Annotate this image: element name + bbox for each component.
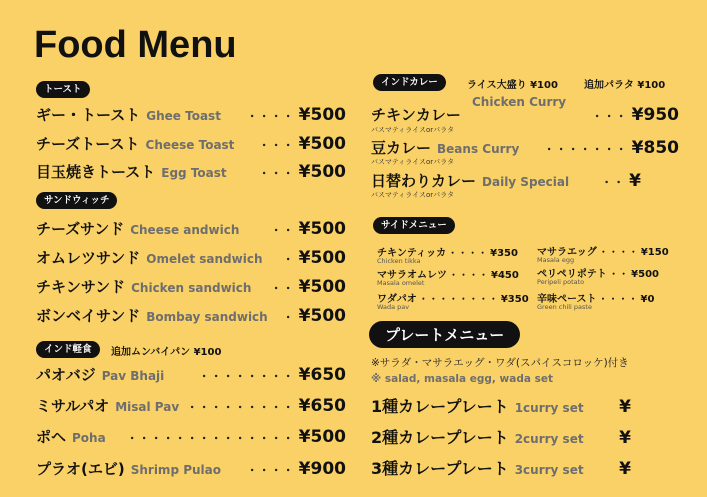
side-item-en: Green chili paste [537, 303, 592, 311]
item-name-en: Egg Toast [161, 166, 227, 180]
leader-dots: ・・・・・・・ [543, 143, 628, 156]
side-item-en: Masala egg [537, 256, 575, 264]
item-price: ¥500 [298, 306, 346, 326]
side-item-price: ¥450 [491, 270, 519, 281]
item-name-en: Chicken Curry [472, 95, 567, 109]
item-name-en: Daily Special [482, 175, 570, 189]
plate-item [371, 456, 631, 478]
item-name-jp: 2種カレープレート [371, 428, 509, 447]
item-name-en: Omelet sandwich [146, 252, 263, 266]
item-price: ¥ [619, 428, 631, 448]
item-price: ¥950 [631, 105, 679, 125]
item-name-jp: 日替わりカレー [371, 172, 477, 190]
leader-dots: ・・・ [258, 167, 295, 180]
leader-dots: ・・ [270, 282, 295, 295]
side-item-price: ¥150 [640, 247, 669, 258]
leader-dots: ・・・・ [449, 271, 490, 281]
leader-dots: ・・・ [591, 110, 628, 123]
section-note: 追加パラタ ¥100 [584, 80, 666, 91]
item-name-jp: ギー・トースト [36, 106, 141, 124]
item-name-en: Cheese Toast [145, 138, 235, 152]
leader-dots: ・ [282, 311, 295, 324]
leader-dots: ・ [282, 253, 295, 266]
item-price: ¥500 [298, 105, 346, 125]
item-price: ¥500 [298, 277, 346, 297]
item-name-en: 1curry set [514, 401, 584, 415]
item-price: ¥ [619, 459, 631, 479]
item-name-jp: オムレツサンド [36, 249, 141, 267]
item-name-jp: 1種カレープレート [371, 397, 509, 416]
section-header-toast: トースト [36, 81, 90, 98]
side-item-name: マサラオムレツ [377, 270, 447, 281]
item-name-jp: ミサルパオ [36, 397, 110, 415]
page-title: Food Menu [34, 24, 237, 66]
item-name-jp: 豆カレー [371, 139, 432, 157]
item-name-en: Pav Bhaji [101, 369, 165, 383]
leader-dots: ・・・・ [598, 248, 639, 258]
section-note: 追加ムンバイパン ¥100 [111, 347, 222, 358]
item-price: ¥650 [298, 396, 346, 416]
item-name-en: Poha [72, 431, 106, 445]
side-item-en: Chicken tikka [377, 257, 421, 265]
item-subtext: バスマティライスorパラタ [371, 191, 455, 199]
menu-item [36, 133, 346, 155]
menu-item [36, 104, 346, 126]
item-subtext: バスマティライスorパラタ [371, 126, 455, 134]
menu-item [371, 137, 679, 159]
leader-dots: ・・・ [258, 139, 295, 152]
side-item-price: ¥500 [631, 269, 659, 280]
menu-item [36, 364, 346, 386]
menu-item [36, 161, 346, 183]
menu-item [371, 170, 641, 192]
menu-item [36, 458, 346, 480]
leader-dots: ・・・・・・・・・ [186, 401, 295, 414]
item-name-en: 3curry set [514, 463, 584, 477]
section-header-curry: インドカレー [373, 74, 446, 91]
leader-dots: ・・・・・・・・ [198, 370, 295, 383]
item-name-en: Chicken sandwich [131, 281, 252, 295]
item-name-jp: パオバジ [36, 366, 96, 384]
item-price: ¥500 [298, 219, 346, 239]
side-item-price: ¥350 [500, 294, 529, 305]
side-item-name: ワダパオ [377, 294, 417, 305]
item-name-jp: ボンベイサンド [36, 307, 141, 325]
side-item-name: 辛味ペースト [537, 294, 597, 305]
item-name-jp: ポヘ [36, 428, 67, 446]
item-name-jp: プラオ(エビ) [36, 460, 125, 478]
item-name-jp: チキンカレー [371, 106, 461, 124]
section-header-sandwich: サンドウィッチ [36, 192, 117, 209]
menu-item [36, 426, 346, 448]
side-item-price: ¥350 [490, 248, 518, 259]
item-price: ¥650 [298, 365, 346, 385]
plate-item [371, 394, 631, 416]
item-name-jp: チキンサンド [36, 278, 126, 296]
item-name-en: Beans Curry [437, 142, 520, 156]
item-name-jp: 目玉焼きトースト [36, 163, 156, 181]
side-item-name: ペリペリポテト [537, 269, 607, 280]
section-header-indian-light: インド軽食 [36, 341, 100, 358]
menu-item [36, 218, 346, 240]
plate-note-jp: ※サラダ・マサラエッグ・ワダ(スパイスコロッケ)付き [371, 357, 629, 369]
leader-dots: ・・ [601, 176, 626, 189]
section-header-plate: プレートメニュー [369, 321, 520, 348]
menu-item [36, 276, 346, 298]
item-price: ¥500 [298, 162, 346, 182]
side-item-en: Wada pav [377, 303, 410, 311]
item-name-en: Cheese andwich [130, 223, 240, 237]
item-name-jp: 3種カレープレート [371, 459, 509, 478]
plate-note-en: ※ salad, masala egg, wada set [371, 373, 553, 385]
section-note: ライス大盛り ¥100 [467, 80, 558, 91]
item-price: ¥900 [298, 459, 346, 479]
leader-dots: ・・ [609, 270, 630, 280]
leader-dots: ・・ [270, 224, 295, 237]
item-price: ¥850 [631, 138, 679, 158]
item-price: ¥500 [298, 134, 346, 154]
leader-dots: ・・・・・・・・ [418, 295, 499, 305]
plate-item [371, 425, 631, 447]
side-item-name: チキンティッカ [377, 248, 447, 259]
item-price: ¥ [619, 397, 631, 417]
leader-dots: ・・・・ [246, 464, 295, 477]
leader-dots: ・・・・ [448, 249, 489, 259]
item-name-en: Ghee Toast [146, 109, 221, 123]
side-item-name: マサラエッグ [537, 247, 597, 258]
side-item-price: ¥0 [640, 294, 655, 305]
item-name-en: Misal Pav [115, 400, 180, 414]
item-price: ¥500 [298, 427, 346, 447]
leader-dots: ・・・・・・・・・・・・・・ [126, 432, 295, 445]
item-name-jp: チーズサンド [36, 220, 125, 238]
item-name-en: Bombay sandwich [146, 310, 268, 324]
item-name-en: 2curry set [514, 432, 584, 446]
section-header-side: サイドメニュー [373, 217, 455, 234]
leader-dots: ・・・・ [246, 110, 295, 123]
side-item-en: Peripeli potato [537, 278, 585, 286]
item-subtext: バスマティライスorパラタ [371, 158, 455, 166]
menu-item [371, 104, 679, 126]
menu-item [36, 247, 346, 269]
menu-item [36, 305, 346, 327]
side-item-en: Masala omelet [377, 279, 425, 287]
leader-dots: ・・・・ [598, 295, 639, 305]
item-name-en: Shrimp Pulao [130, 463, 221, 477]
item-price: ¥ [629, 171, 641, 191]
menu-item [36, 395, 346, 417]
item-name-jp: チーズトースト [36, 135, 140, 153]
item-price: ¥500 [298, 248, 346, 268]
